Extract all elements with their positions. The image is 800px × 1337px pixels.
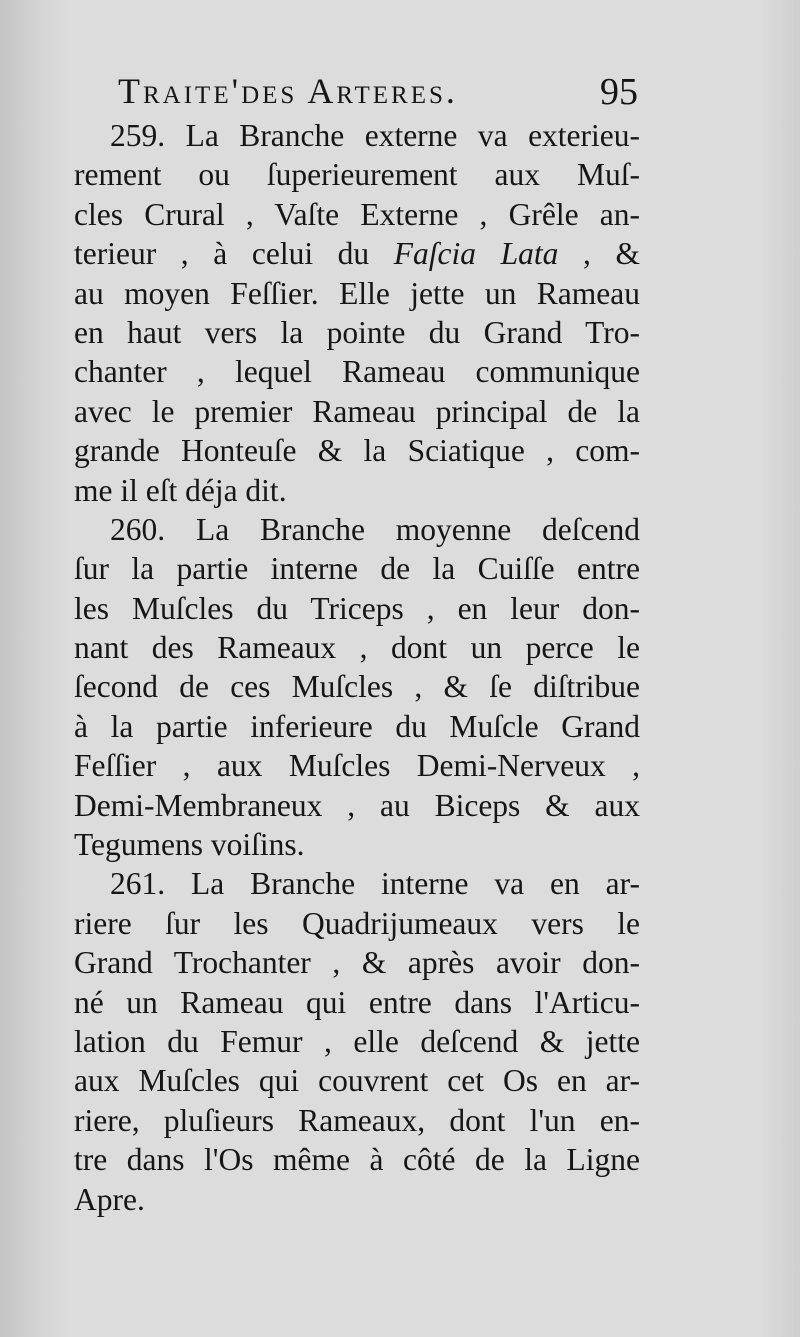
text-line — [74, 707, 640, 746]
text-line — [74, 1101, 640, 1140]
page-header — [118, 70, 638, 114]
text-line — [74, 195, 640, 234]
text-segment: ſur la partie interne de la Cuiſſe entre — [74, 551, 640, 587]
text-line — [74, 234, 640, 273]
text-segment: , & — [558, 236, 640, 272]
text-line — [74, 943, 640, 982]
text-line — [74, 864, 640, 903]
text-line — [74, 667, 640, 706]
text-line — [74, 589, 640, 628]
text-segment: riere, pluſieurs Rameaux, dont l'un en- — [74, 1102, 640, 1138]
text-segment: au moyen Feſſier. Elle jette un Rameau — [74, 275, 640, 311]
body-text — [74, 116, 640, 1219]
text-segment: rement ou ſuperieurement aux Muſ- — [74, 157, 640, 193]
text-line — [74, 431, 640, 470]
text-segment: en haut vers la pointe du Grand Tro- — [74, 314, 640, 350]
text-line — [74, 549, 640, 588]
text-segment: les Muſcles du Triceps , en leur don- — [74, 590, 640, 626]
text-line — [74, 274, 640, 313]
text-line — [74, 352, 640, 391]
text-segment: Grand Trochanter , & après avoir don- — [74, 945, 640, 981]
paragraph-number: 260. — [110, 511, 166, 547]
text-segment: grande Honteuſe & la Sciatique , com- — [74, 433, 640, 469]
text-line — [74, 392, 640, 431]
text-line — [74, 1022, 640, 1061]
text-line — [74, 746, 640, 785]
text-segment: né un Rameau qui entre dans l'Articu- — [74, 984, 640, 1020]
paragraph-number: 261. — [110, 866, 166, 902]
text-segment: ſecond de ces Muſcles , & ſe diſtribue — [74, 669, 640, 705]
text-segment: riere ſur les Quadrijumeaux vers le — [74, 905, 640, 941]
italic-term: Faſcia Lata — [393, 236, 559, 272]
text-line — [74, 628, 640, 667]
text-line — [74, 1061, 640, 1100]
text-segment: Demi-Membraneux , au Biceps & aux — [74, 787, 640, 823]
text-segment: chanter , lequel Rameau communique — [74, 354, 640, 390]
text-line — [74, 471, 640, 510]
text-segment: terieur , à celui du — [74, 236, 394, 272]
text-segment: lation du Femur , elle deſcend & jette — [74, 1023, 640, 1059]
page-number: 95 — [600, 71, 638, 113]
text-line — [74, 313, 640, 352]
text-line — [74, 904, 640, 943]
text-line — [74, 786, 640, 825]
text-segment: tre dans l'Os même à côté de la Ligne — [74, 1142, 640, 1178]
text-line — [74, 155, 640, 194]
text-line — [74, 825, 640, 864]
text-line — [74, 983, 640, 1022]
text-line — [74, 1180, 640, 1219]
text-segment: aux Muſcles qui couvrent cet Os en ar- — [74, 1063, 640, 1099]
text-segment: La Branche interne va en ar- — [191, 866, 640, 902]
text-segment: avec le premier Rameau principal de la — [74, 393, 640, 429]
text-segment: La Branche externe va exterieu- — [185, 118, 640, 153]
running-title: Traite'des Arteres. — [118, 71, 458, 111]
paragraph-number: 259. — [110, 118, 166, 153]
text-segment: à la partie inferieure du Muſcle Grand — [74, 708, 640, 744]
text-line — [74, 116, 640, 155]
text-line — [74, 1140, 640, 1179]
text-segment: cles Crural , Vaſte Externe , Grêle an- — [74, 196, 640, 232]
text-segment: Feſſier , aux Muſcles Demi-Nerveux , — [74, 748, 640, 784]
text-line — [74, 510, 640, 549]
text-segment: nant des Rameaux , dont un perce le — [74, 630, 640, 666]
text-segment: La Branche moyenne deſcend — [195, 511, 640, 547]
text-segment: me il eſt déja dit. — [74, 472, 287, 508]
text-segment: Tegumens voiſins. — [74, 827, 305, 863]
text-segment: Apre. — [74, 1181, 145, 1217]
